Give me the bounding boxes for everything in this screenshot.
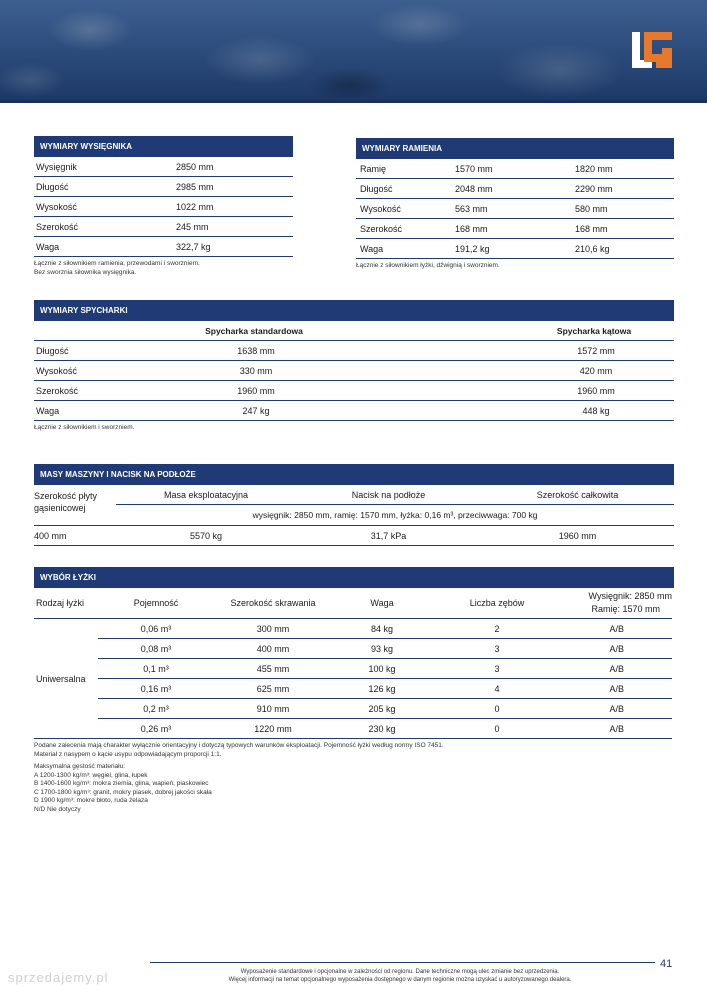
bucket-note-line: Maksymalna gęstość materiału:: [34, 763, 126, 770]
bucket-note-line: D 1900 kg/m³: mokre błoto, ruda żelaza: [34, 797, 148, 804]
boom-label: Wysięgnik: [36, 161, 77, 172]
bucket-weight: 230 kg: [332, 719, 432, 739]
bucket-weight: 84 kg: [332, 619, 432, 639]
bucket-teeth: 3: [432, 659, 562, 679]
footer-divider: [150, 962, 655, 963]
arm-title: WYMIARY RAMIENIA: [356, 138, 674, 159]
watermark: sprzedajemy.pl: [8, 970, 109, 985]
blade-value-2: 1572 mm: [577, 345, 615, 356]
blade-label: Długość: [36, 345, 69, 356]
blade-rows: [34, 341, 674, 421]
boom-value: 245 mm: [176, 221, 209, 232]
boom-row: [34, 177, 293, 197]
bucket-note-line: C 1700-1800 kg/m³: granit, mokry piasek, dobrej jakości skała: [34, 788, 212, 796]
blade-row: [34, 361, 674, 381]
boom-label: Długość: [36, 181, 69, 192]
blade-value-1: 330 mm: [239, 365, 273, 376]
bucket-weight: 100 kg: [332, 659, 432, 679]
boom-label: Waga: [36, 241, 60, 252]
blade-section: [34, 300, 674, 432]
bucket-teeth: 4: [432, 679, 562, 699]
arm-row: [356, 199, 674, 219]
bucket-capacity: 0,2 m³: [98, 699, 214, 719]
bucket-row: [34, 639, 672, 659]
boom-value: 2985 mm: [176, 181, 214, 192]
bucket-width: 910 mm: [214, 699, 332, 719]
blade-row: [34, 381, 674, 401]
bucket-title: WYBÓR ŁYŻKI: [34, 567, 674, 588]
mass-title: MASY MASZYNY I NACISK NA PODŁOŻE: [34, 464, 674, 485]
arm-value-1: 168 mm: [455, 223, 488, 234]
bucket-width: 1220 mm: [214, 719, 332, 739]
blade-note: Łącznie z siłownikiem i sworzniem.: [34, 424, 135, 431]
bucket-rating: A/B: [562, 699, 672, 719]
bucket-weight: 93 kg: [332, 639, 432, 659]
bucket-rating: A/B: [562, 639, 672, 659]
bucket-header-row: [34, 588, 672, 619]
arm-label: Ramię: [360, 163, 387, 174]
bucket-rating: A/B: [562, 679, 672, 699]
arm-value-2: 1820 mm: [575, 163, 613, 174]
boom-value: 1022 mm: [176, 201, 214, 212]
bucket-width: 400 mm: [214, 639, 332, 659]
mass-h-pressure: Nacisk na podłoże: [351, 489, 426, 500]
mass-pressure: 31,7 kPa: [370, 530, 407, 541]
bucket-width: 455 mm: [214, 659, 332, 679]
blade-label: Wysokość: [36, 365, 77, 376]
page-number: 41: [660, 958, 673, 970]
mass-width: 1960 mm: [558, 530, 597, 541]
mass-h-mass: Masa eksploatacyjna: [163, 489, 249, 500]
bucket-capacity: 0,06 m³: [98, 619, 214, 639]
mass-mass: 5570 kg: [189, 530, 223, 541]
mass-h-width: Szerokość całkowita: [536, 489, 619, 500]
bucket-note-line: A 1200-1300 kg/m³: węgiel, glina, łupek: [34, 771, 148, 779]
arm-value-1: 563 mm: [455, 203, 488, 214]
blade-col-angle: Spycharka kątowa: [556, 325, 632, 336]
boom-section: [34, 136, 293, 277]
bucket-teeth: 2: [432, 619, 562, 639]
bucket-rating: A/B: [562, 619, 672, 639]
bucket-notes: [34, 742, 674, 814]
blade-value-2: 420 mm: [579, 365, 613, 376]
arm-row: [356, 159, 674, 179]
blade-col-standard: Spycharka standardowa: [205, 325, 303, 336]
bucket-teeth: 3: [432, 639, 562, 659]
arm-value-1: 2048 mm: [455, 183, 493, 194]
boom-rows: [34, 157, 293, 257]
mass-shoe: 400 mm: [34, 530, 67, 541]
bucket-teeth: 0: [432, 699, 562, 719]
banner-divider: [0, 100, 707, 103]
bucket-h-capacity: Pojemność: [98, 588, 214, 619]
brand-logo: [628, 30, 674, 70]
mass-section: [34, 464, 674, 546]
blade-row: [34, 341, 674, 361]
boom-value: 2850 mm: [176, 161, 214, 172]
blade-value-1: 1960 mm: [237, 385, 275, 396]
arm-rows: [356, 159, 674, 259]
arm-value-2: 2290 mm: [575, 183, 613, 194]
bucket-weight: 126 kg: [332, 679, 432, 699]
arm-row: [356, 219, 674, 239]
blade-value-1: 1638 mm: [237, 345, 275, 356]
bucket-h-config: [562, 588, 672, 619]
bucket-capacity: 0,16 m³: [98, 679, 214, 699]
boom-title: WYMIARY WYSIĘGNIKA: [34, 136, 293, 157]
bucket-capacity: 0,26 m³: [98, 719, 214, 739]
bucket-row: [34, 659, 672, 679]
blade-header-row: [34, 321, 674, 341]
arm-note: Łącznie z siłownikiem łyżki, dźwignią i sworzniem.: [356, 262, 500, 269]
boom-note: [34, 259, 293, 277]
mass-config: wysięgnik: 2850 mm, ramię: 1570 mm, łyżka: 0,16 m³, przeciwwaga: 700 kg: [252, 510, 538, 520]
arm-label: Szerokość: [360, 223, 403, 234]
bucket-h-config-boom: Wysięgnik: 2850 mm: [588, 591, 672, 601]
boom-row: [34, 237, 293, 257]
bucket-h-width: Szerokość skrawania: [214, 588, 332, 619]
boom-value: 322,7 kg: [176, 241, 211, 252]
footer-text: [150, 968, 650, 984]
arm-value-2: 580 mm: [575, 203, 608, 214]
bucket-capacity: 0,08 m³: [98, 639, 214, 659]
bucket-teeth: 0: [432, 719, 562, 739]
blade-label: Waga: [36, 405, 60, 416]
bucket-row: [34, 619, 672, 639]
boom-label: Szerokość: [36, 221, 79, 232]
bucket-width: 300 mm: [214, 619, 332, 639]
bucket-capacity: 0,1 m³: [98, 659, 214, 679]
bucket-row: [34, 679, 672, 699]
arm-label: Długość: [360, 183, 393, 194]
mass-header: [34, 485, 674, 526]
bucket-row: [34, 719, 672, 739]
bucket-section: [34, 567, 674, 814]
blade-value-2: 448 kg: [582, 405, 610, 416]
boom-note-1: Łącznie z siłownikiem ramienia, przewodami i sworzniem.: [34, 260, 200, 267]
blade-value-2: 1960 mm: [577, 385, 615, 396]
footer-line-2: Więcej informacji na temat opcjonalnego wyposażenia dostępnego w danym regionie można uzyskać u autoryzowanego dealera.: [228, 977, 572, 983]
bucket-note-line: N/D Nie dotyczy: [34, 805, 81, 813]
bucket-table: [34, 588, 672, 739]
bucket-h-type: Rodzaj łyżki: [34, 588, 98, 619]
bucket-row: [34, 699, 672, 719]
arm-value-2: 210,6 kg: [575, 243, 610, 254]
mass-h-shoe: Szerokość płyty gąsienicowej: [34, 491, 98, 513]
arm-section: [356, 136, 674, 270]
bucket-group: Uniwersalna: [34, 619, 98, 739]
bucket-width: 625 mm: [214, 679, 332, 699]
bucket-weight: 205 kg: [332, 699, 432, 719]
boom-note-2: Bez sworznia siłownika wysięgnika.: [34, 269, 137, 276]
bucket-rating: A/B: [562, 719, 672, 739]
header-banner: [0, 0, 707, 102]
arm-label: Waga: [360, 243, 384, 254]
blade-label: Szerokość: [36, 385, 79, 396]
boom-row: [34, 157, 293, 177]
footer-line-1: Wyposażenie standardowe i opcjonalne w zależności od regionu. Dane techniczne mogą ulec zmianie bez uprzedzenia.: [240, 969, 560, 975]
blade-title: WYMIARY SPYCHARKI: [34, 300, 674, 321]
bucket-rating: A/B: [562, 659, 672, 679]
boom-row: [34, 197, 293, 217]
blade-value-1: 247 kg: [242, 405, 270, 416]
bucket-note-line: Podane zalecenia mają charakter wyłącznie orientacyjny i dotyczą typowych warunków eksploatacji. Pojemność łyżki według normy ISO 7451.: [34, 742, 444, 749]
arm-value-1: 1570 mm: [455, 163, 493, 174]
boom-row: [34, 217, 293, 237]
bucket-note-line: Materiał z nasypem o kącie usypu odpowiadającym proporcji 1:1.: [34, 750, 222, 758]
arm-row: [356, 239, 674, 259]
bucket-h-teeth: Liczba zębów: [432, 588, 562, 619]
arm-row: [356, 179, 674, 199]
bucket-note-line: B 1400-1600 kg/m³: mokra ziemia, glina, wapień, piaskowiec: [34, 780, 209, 787]
mass-row: [34, 526, 674, 546]
arm-label: Wysokość: [360, 203, 401, 214]
bucket-h-config-arm: Ramię: 1570 mm: [591, 604, 660, 614]
boom-label: Wysokość: [36, 201, 77, 212]
arm-value-2: 168 mm: [575, 223, 608, 234]
bucket-h-weight: Waga: [332, 588, 432, 619]
arm-value-1: 191,2 kg: [455, 243, 490, 254]
blade-row: [34, 401, 674, 421]
